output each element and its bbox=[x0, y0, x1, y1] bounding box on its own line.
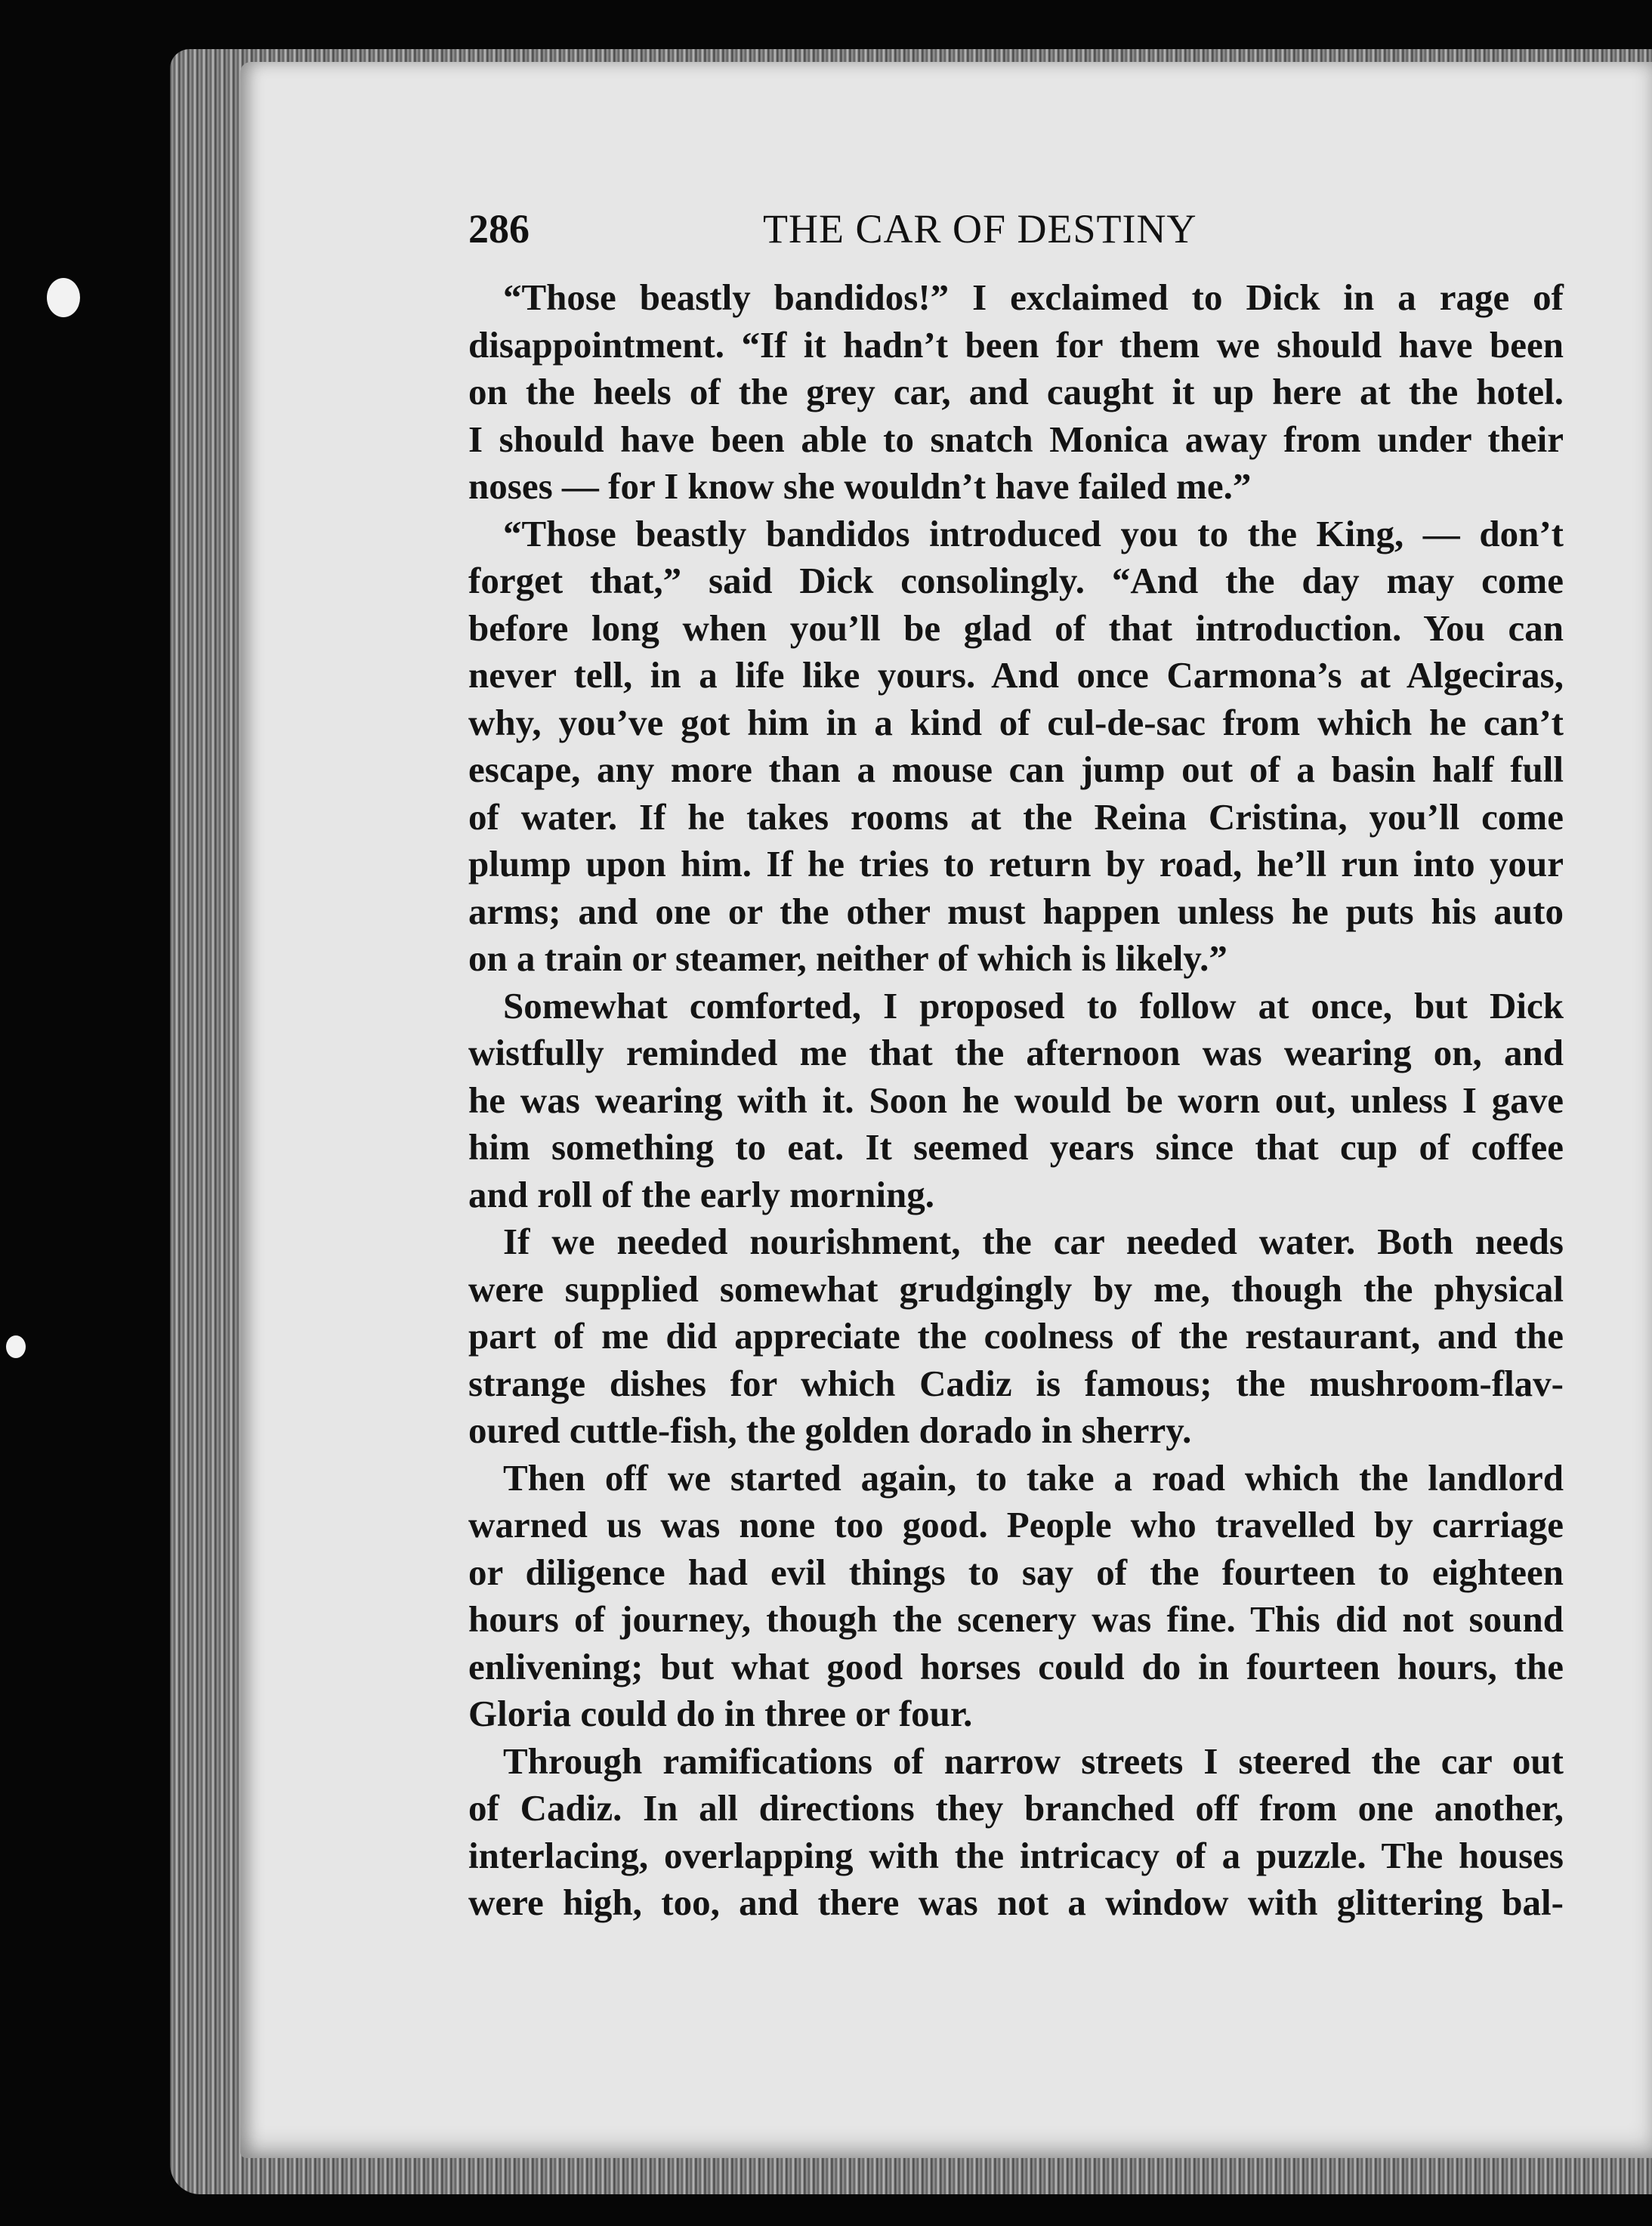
text-line: wistfully reminded me that the afternoon was wearing on, and bbox=[468, 1032, 1564, 1073]
running-title: THE CAR OF DESTINY bbox=[763, 206, 1197, 252]
text-line: him something to eat. It seemed years since that cup of coffee bbox=[468, 1126, 1564, 1168]
text-line: Then off we started again, to take a road which the landlord bbox=[503, 1456, 1564, 1499]
text-line: and roll of the early morning. bbox=[468, 1173, 935, 1215]
text-line: interlacing, overlapping with the intricacy of a puzzle. The houses bbox=[468, 1834, 1564, 1876]
text-line: plump upon him. If he tries to return by road, he’ll run into your bbox=[468, 843, 1564, 885]
text-line: oured cuttle-fish, the golden dorado in sherry. bbox=[468, 1409, 1192, 1451]
text-line: strange dishes for which Cadiz is famous; the mushroom-flav- bbox=[468, 1362, 1564, 1404]
text-line: or diligence had evil things to say of the fourteen to eighteen bbox=[468, 1551, 1564, 1593]
text-line: Gloria could do in three or four. bbox=[468, 1693, 973, 1734]
text-line: were supplied somewhat grudgingly by me, though the physical bbox=[468, 1267, 1564, 1310]
text-line: before long when you’ll be glad of that introduction. You can bbox=[468, 607, 1564, 649]
text-line: “Those beastly bandidos introduced you to the King, — don’t bbox=[503, 512, 1564, 554]
text-line: of water. If he takes rooms at the Reina Cristina, you’ll come bbox=[468, 795, 1564, 838]
text-line: If we needed nourishment, the car needed water. Both needs bbox=[503, 1221, 1564, 1262]
page-number: 286 bbox=[468, 206, 530, 252]
text-line: forget that,” said Dick consolingly. “And the day may come bbox=[468, 560, 1564, 601]
text-line: Somewhat comforted, I proposed to follow at once, but Dick bbox=[503, 984, 1564, 1027]
text-line: I should have been able to snatch Monica away from under their bbox=[468, 418, 1564, 460]
text-line: enlivening; but what good horses could do in fourteen hours, the bbox=[468, 1645, 1564, 1687]
text-line: disappointment. “If it hadn’t been for them we should have been bbox=[468, 323, 1564, 366]
text-line: warned us was none too good. People who travelled by carriage bbox=[468, 1504, 1564, 1545]
text-line: “Those beastly bandidos!” I exclaimed to Dick in a rage of bbox=[503, 276, 1564, 318]
text-line: escape, any more than a mouse can jump out of a basin half full bbox=[468, 749, 1564, 790]
text-line: of Cadiz. In all directions they branched off from one another, bbox=[468, 1787, 1564, 1829]
film-speck bbox=[47, 278, 80, 317]
text-line: noses — for I know she wouldn’t have failed me.” bbox=[468, 465, 1252, 507]
film-speck bbox=[6, 1335, 26, 1358]
text-line: why, you’ve got him in a kind of cul-de-sac from which he can’t bbox=[468, 701, 1564, 743]
body-text bbox=[468, 274, 1564, 1927]
text-line: arms; and one or the other must happen unless he puts his auto bbox=[468, 890, 1564, 932]
text-line: never tell, in a life like yours. And once Carmona’s at Algeciras, bbox=[468, 654, 1564, 696]
text-line: part of me did appreciate the coolness of the restaurant, and the bbox=[468, 1315, 1564, 1357]
text-line: on a train or steamer, neither of which is likely.” bbox=[468, 937, 1227, 979]
text-line: on the heels of the grey car, and caught it up here at the hotel. bbox=[468, 371, 1564, 412]
text-line: hours of journey, though the scenery was fine. This did not sound bbox=[468, 1598, 1564, 1640]
text-line: were high, too, and there was not a window with glittering bal- bbox=[468, 1882, 1564, 1923]
text-line: Through ramifications of narrow streets I steered the car out bbox=[503, 1740, 1564, 1782]
text-line: he was wearing with it. Soon he would be worn out, unless I gave bbox=[468, 1079, 1564, 1121]
